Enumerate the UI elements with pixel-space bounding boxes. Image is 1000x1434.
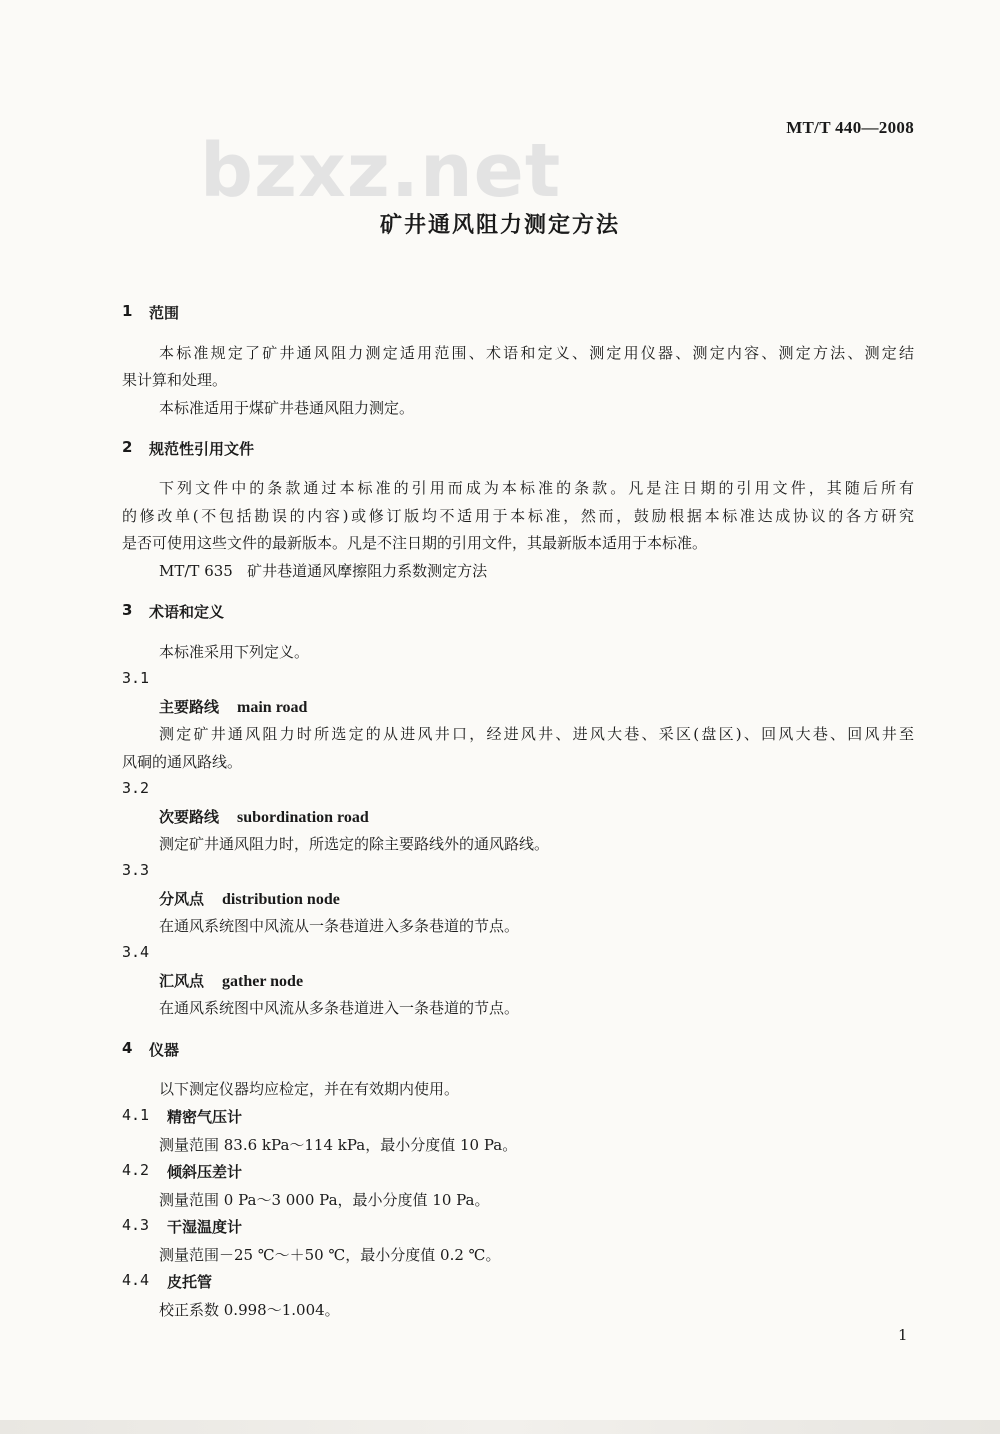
term-3-1 [159, 696, 307, 717]
section-2-para-line-3: 是否可使用这些文件的最新版本。凡是不注日期的引用文件，其最新版本适用于本标准。 [122, 534, 708, 552]
section-1-para-1-line-1: 本标准规定了矿井通风阻力测定适用范围、术语和定义、测定用仪器、测定内容、测定方法、测定结 [159, 344, 914, 362]
section-2-para-line-1: 下列文件中的条款通过本标准的引用而成为本标准的条款。凡是注日期的引用文件，其随后所有 [159, 479, 914, 497]
term-3-1-def-line-1: 测定矿井通风阻力时所选定的从进风井口，经进风井、进风大巷、采区(盘区)、回风大巷、回风井至 [159, 725, 914, 743]
term-3-4-en: gather node [222, 973, 304, 990]
document-title: 矿井通风阻力测定方法 [379, 213, 620, 238]
section-4-title: 仪器 [149, 1041, 180, 1059]
section-2-number: 2 [122, 438, 133, 456]
section-1-title: 范围 [149, 304, 180, 322]
term-3-4-zh: 汇风点 [159, 972, 205, 990]
clause-4-4-number: 4.4 [122, 1271, 150, 1289]
clause-3-1-number: 3.1 [122, 669, 150, 687]
section-2-title: 规范性引用文件 [149, 440, 255, 458]
clause-3-2-number: 3.2 [122, 779, 150, 797]
clause-4-3-text: 测量范围－25 ℃～＋50 ℃，最小分度值 0.2 ℃。 [159, 1246, 501, 1264]
clause-4-4-text: 校正系数 0.998～1.004。 [159, 1301, 340, 1319]
section-1-para-2: 本标准适用于煤矿井巷通风阻力测定。 [159, 399, 415, 417]
section-4-intro: 以下测定仪器均应检定，并在有效期内使用。 [159, 1080, 460, 1098]
clause-3-3-number: 3.3 [122, 861, 150, 879]
clause-4-2-title: 倾斜压差计 [167, 1163, 243, 1181]
watermark: bzxz.net [200, 128, 562, 214]
term-3-3-en: distribution node [222, 891, 340, 908]
term-3-2-en: subordination road [237, 809, 369, 826]
section-3-number: 3 [122, 601, 133, 619]
clause-4-1-number: 4.1 [122, 1106, 150, 1124]
term-3-3 [159, 888, 340, 909]
clause-4-2-number: 4.2 [122, 1161, 150, 1179]
term-3-3-def: 在通风系统图中风流从一条巷道进入多条巷道的节点。 [159, 917, 520, 935]
standard-code: MT/T 440—2008 [786, 118, 914, 137]
term-3-4 [159, 970, 303, 991]
term-3-1-def-line-2: 风硐的通风路线。 [122, 753, 243, 771]
clause-3-4-number: 3.4 [122, 943, 150, 961]
reference-title: 矿井巷道通风摩擦阻力系数测定方法 [247, 562, 488, 580]
term-3-1-zh: 主要路线 [159, 698, 220, 716]
scan-bottom-edge [0, 1420, 1000, 1434]
clause-4-2-text: 测量范围 0 Pa～3 000 Pa，最小分度值 10 Pa。 [159, 1191, 490, 1209]
clause-4-4-title: 皮托管 [167, 1273, 213, 1291]
term-3-2 [159, 806, 369, 827]
clause-4-3-number: 4.3 [122, 1216, 150, 1234]
page-number: 1 [898, 1326, 908, 1344]
normative-reference [159, 560, 487, 581]
section-2-para-line-2: 的修改单(不包括勘误的内容)或修订版均不适用于本标准，然而，鼓励根据本标准达成协议的各方研究 [122, 507, 914, 525]
section-3-intro: 本标准采用下列定义。 [159, 643, 310, 661]
term-3-4-def: 在通风系统图中风流从多条巷道进入一条巷道的节点。 [159, 999, 520, 1017]
term-3-2-zh: 次要路线 [159, 808, 220, 826]
section-3-title: 术语和定义 [149, 603, 225, 621]
clause-4-3-title: 干湿温度计 [167, 1218, 243, 1236]
section-1-para-1-line-2: 果计算和处理。 [122, 371, 228, 389]
term-3-1-en: main road [237, 699, 308, 716]
section-4-number: 4 [122, 1039, 133, 1057]
reference-code: MT/T 635 [159, 562, 233, 580]
clause-4-1-text: 测量范围 83.6 kPa～114 kPa，最小分度值 10 Pa。 [159, 1136, 518, 1154]
term-3-3-zh: 分风点 [159, 890, 205, 908]
section-1-number: 1 [122, 302, 133, 320]
clause-4-1-title: 精密气压计 [167, 1108, 243, 1126]
term-3-2-def: 测定矿井通风阻力时，所选定的除主要路线外的通风路线。 [159, 835, 550, 853]
